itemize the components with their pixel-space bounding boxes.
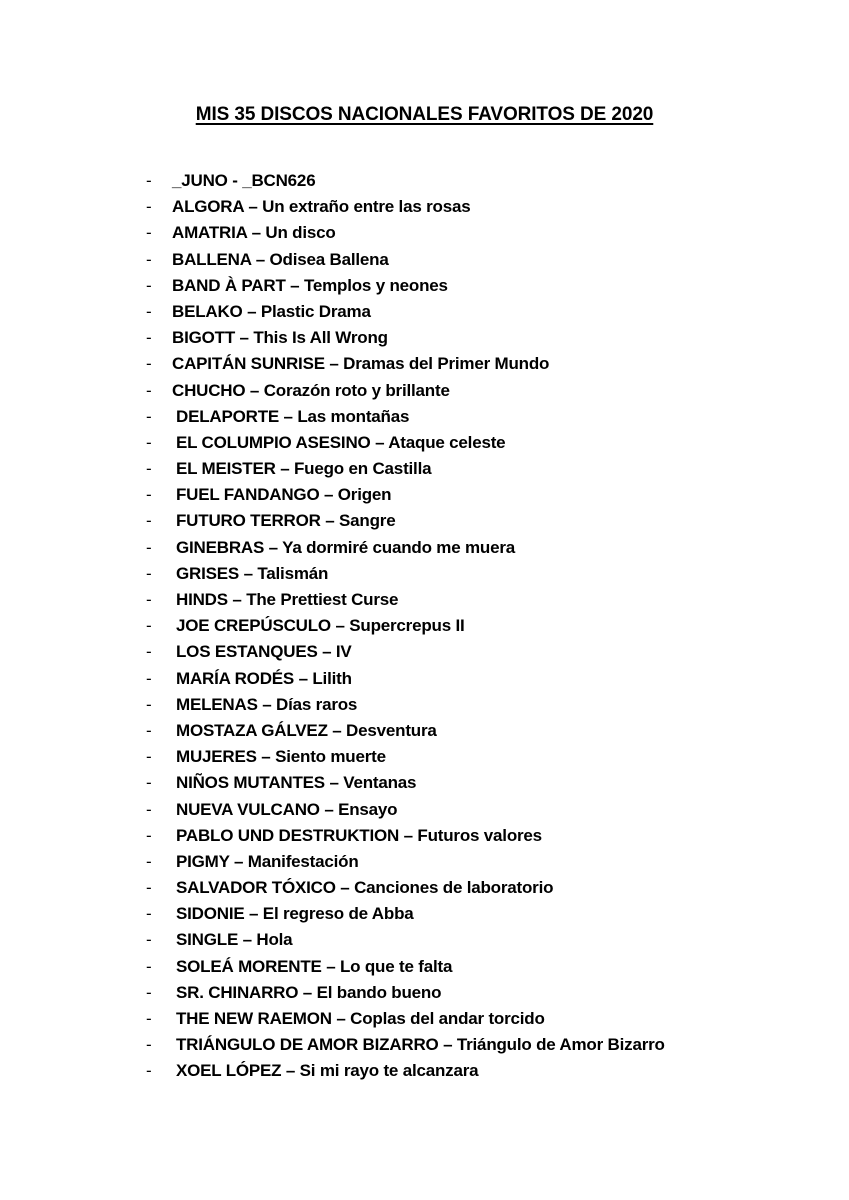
- list-bullet: -: [146, 511, 152, 531]
- list-item: [146, 980, 665, 1006]
- album-entry: SINGLE – Hola: [176, 930, 293, 950]
- list-bullet: -: [146, 616, 152, 636]
- list-item: [146, 927, 665, 953]
- list-bullet: -: [146, 485, 152, 505]
- album-entry: PIGMY – Manifestación: [176, 851, 359, 871]
- album-entry: HINDS – The Prettiest Curse: [176, 590, 399, 609]
- album-entry: MUJERES – Siento muerte: [176, 747, 386, 767]
- list-item: [146, 508, 665, 534]
- list-bullet: -: [146, 459, 152, 479]
- album-entry: MARÍA RODÉS – Lilith: [176, 668, 352, 688]
- album-entry: XOEL LÓPEZ – Si mi rayo te alcanzara: [176, 1061, 479, 1081]
- album-entry: BIGOTT – This Is All Wrong: [172, 328, 388, 348]
- list-item: [146, 299, 665, 325]
- list-bullet: -: [146, 930, 152, 950]
- album-list: [146, 168, 665, 1085]
- list-bullet: -: [146, 720, 152, 740]
- list-bullet: -: [146, 275, 152, 295]
- list-item: [146, 168, 665, 194]
- list-item: [146, 430, 665, 456]
- list-item: [146, 613, 665, 639]
- album-entry: JOE CREPÚSCULO – Supercrepus II: [176, 616, 465, 636]
- list-item: [146, 273, 665, 299]
- album-entry: NUEVA VULCANO – Ensayo: [176, 799, 398, 819]
- list-item: [146, 1058, 665, 1084]
- album-entry: BALLENA – Odisea Ballena: [172, 249, 389, 269]
- list-item: [146, 482, 665, 508]
- list-item: [146, 901, 665, 927]
- list-item: [146, 849, 665, 875]
- album-entry: _JUNO - _BCN626: [172, 171, 316, 190]
- list-item: [146, 744, 665, 770]
- list-item: [146, 456, 665, 482]
- album-entry: SIDONIE – El regreso de Abba: [176, 904, 414, 924]
- list-item: [146, 351, 665, 377]
- list-bullet: -: [146, 878, 152, 898]
- list-item: [146, 404, 665, 430]
- list-bullet: -: [146, 642, 152, 662]
- list-bullet: -: [146, 1009, 152, 1028]
- album-entry: ALGORA – Un extraño entre las rosas: [172, 197, 471, 217]
- list-bullet: -: [146, 904, 152, 924]
- list-item: [146, 954, 665, 980]
- album-entry: SOLEÁ MORENTE – Lo que te falta: [176, 956, 453, 976]
- album-entry: EL COLUMPIO ASESINO – Ataque celeste: [176, 432, 506, 452]
- list-bullet: -: [146, 223, 152, 243]
- list-bullet: -: [146, 590, 152, 609]
- list-bullet: -: [146, 773, 152, 793]
- list-item: [146, 875, 665, 901]
- list-bullet: -: [146, 1035, 152, 1055]
- album-entry: SALVADOR TÓXICO – Canciones de laboratorio: [176, 878, 554, 898]
- list-item: [146, 692, 665, 718]
- list-item: [146, 666, 665, 692]
- list-bullet: -: [146, 982, 152, 1002]
- album-entry: SR. CHINARRO – El bando bueno: [176, 982, 442, 1002]
- list-bullet: -: [146, 249, 152, 269]
- album-entry: GINEBRAS – Ya dormiré cuando me muera: [176, 537, 516, 557]
- album-entry: PABLO UND DESTRUKTION – Futuros valores: [176, 825, 542, 845]
- list-item: [146, 770, 665, 796]
- list-item: [146, 1006, 665, 1032]
- list-bullet: -: [146, 1061, 152, 1081]
- album-entry: CHUCHO – Corazón roto y brillante: [172, 380, 450, 400]
- list-item: [146, 587, 665, 613]
- list-item: [146, 220, 665, 246]
- list-bullet: -: [146, 197, 152, 217]
- list-item: [146, 325, 665, 351]
- album-entry: GRISES – Talismán: [176, 563, 329, 583]
- list-bullet: -: [146, 432, 152, 452]
- list-item: [146, 797, 665, 823]
- album-entry: FUEL FANDANGO – Origen: [176, 485, 392, 505]
- album-entry: BAND À PART – Templos y neones: [172, 275, 448, 295]
- list-bullet: -: [146, 406, 152, 426]
- list-bullet: -: [146, 956, 152, 976]
- album-entry: BELAKO – Plastic Drama: [172, 301, 371, 321]
- list-item: [146, 1032, 665, 1058]
- list-bullet: -: [146, 328, 152, 348]
- album-entry: MELENAS – Días raros: [176, 694, 358, 714]
- list-item: [146, 378, 665, 404]
- album-entry: MOSTAZA GÁLVEZ – Desventura: [176, 720, 437, 740]
- list-bullet: -: [146, 537, 152, 557]
- album-entry: CAPITÁN SUNRISE – Dramas del Primer Mundo: [172, 354, 550, 374]
- list-item: [146, 639, 665, 665]
- list-item: [146, 561, 665, 587]
- list-item: [146, 718, 665, 744]
- list-bullet: -: [146, 747, 152, 767]
- album-entry: EL MEISTER – Fuego en Castilla: [176, 459, 432, 479]
- list-item: [146, 247, 665, 273]
- album-entry: TRIÁNGULO DE AMOR BIZARRO – Triángulo de Amor Bizarro: [176, 1035, 665, 1055]
- list-bullet: -: [146, 563, 152, 583]
- album-entry: THE NEW RAEMON – Coplas del andar torcido: [176, 1009, 545, 1028]
- album-entry: AMATRIA – Un disco: [172, 223, 336, 243]
- list-bullet: -: [146, 171, 152, 190]
- list-bullet: -: [146, 851, 152, 871]
- list-bullet: -: [146, 354, 152, 374]
- list-item: [146, 823, 665, 849]
- album-entry: DELAPORTE – Las montañas: [176, 406, 410, 426]
- album-entry: NIÑOS MUTANTES – Ventanas: [176, 773, 417, 793]
- list-bullet: -: [146, 380, 152, 400]
- list-item: [146, 535, 665, 561]
- list-bullet: -: [146, 301, 152, 321]
- list-item: [146, 194, 665, 220]
- list-bullet: -: [146, 694, 152, 714]
- list-bullet: -: [146, 799, 152, 819]
- album-entry: LOS ESTANQUES – IV: [176, 642, 352, 662]
- album-entry: FUTURO TERROR – Sangre: [176, 511, 396, 531]
- list-bullet: -: [146, 825, 152, 845]
- list-bullet: -: [146, 668, 152, 688]
- document-title: MIS 35 DISCOS NACIONALES FAVORITOS DE 2020: [195, 104, 654, 125]
